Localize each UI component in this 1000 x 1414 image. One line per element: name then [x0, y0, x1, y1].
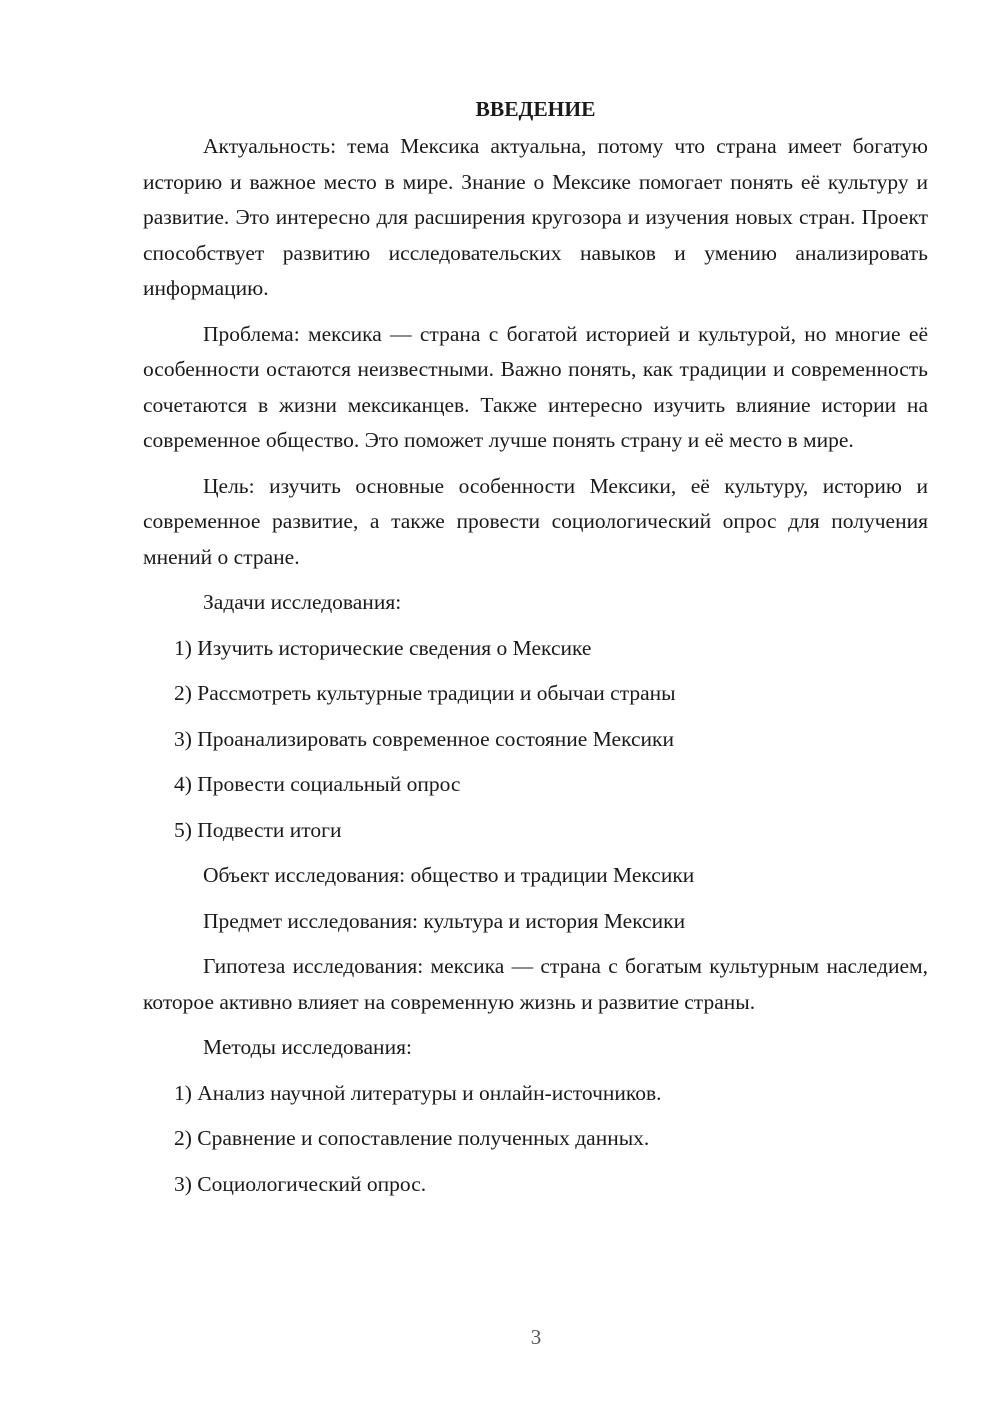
- subject-paragraph: Предмет исследования: культура и история Мексики: [203, 908, 686, 933]
- list-item: 3) Социологический опрос.: [174, 1171, 427, 1196]
- document-page: [143, 92, 928, 1212]
- methods-heading: Методы исследования:: [203, 1035, 412, 1059]
- methods-list: [143, 1076, 928, 1203]
- tasks-list: [143, 631, 928, 849]
- page-number: 3: [530, 1325, 542, 1349]
- goal-paragraph: Цель: изучить основные особенности Мексики, её культуру, историю и современное развитие, а также провести социологический опрос для получения мнений о стране.: [143, 473, 928, 569]
- list-item: 1) Изучить исторические сведения о Мексике: [174, 635, 592, 660]
- problem-paragraph: Проблема: мексика — страна с богатой историей и культурой, но многие её особенности остаются неизвестными. Важно понять, как традиции и современность сочетаются в жизни мексиканцев. Также интересно изучить влияние истории на современное общество. Это поможет лучше понять страну и её место в мире.: [143, 321, 928, 452]
- relevance-paragraph: Актуальность: тема Мексика актуальна, потому что страна имеет богатую историю и важное место в мире. Знание о Мексике помогает понять её культуру и развитие. Это интересно для расширения кругозора и изучения новых стран. Проект способствует развитию исследовательских навыков и умению анализировать информацию.: [143, 134, 928, 300]
- tasks-heading: Задачи исследования:: [203, 590, 402, 614]
- list-item: 1) Анализ научной литературы и онлайн-источников.: [174, 1080, 662, 1105]
- list-item: 4) Провести социальный опрос: [174, 772, 461, 796]
- section-title: ВВЕДЕНИЕ: [475, 97, 596, 121]
- hypothesis-paragraph: Гипотеза исследования: мексика — страна с богатым культурным наследием, которое активно влияет на современную жизнь и развитие страны.: [143, 954, 928, 1014]
- list-item: 2) Рассмотреть культурные традиции и обычаи страны: [174, 681, 676, 705]
- list-item: 3) Проанализировать современное состояние Мексики: [174, 726, 675, 751]
- list-item: 5) Подвести итоги: [174, 817, 342, 842]
- list-item: 2) Сравнение и сопоставление полученных данных.: [174, 1126, 650, 1150]
- object-paragraph: Объект исследования: общество и традиции Мексики: [203, 863, 695, 887]
